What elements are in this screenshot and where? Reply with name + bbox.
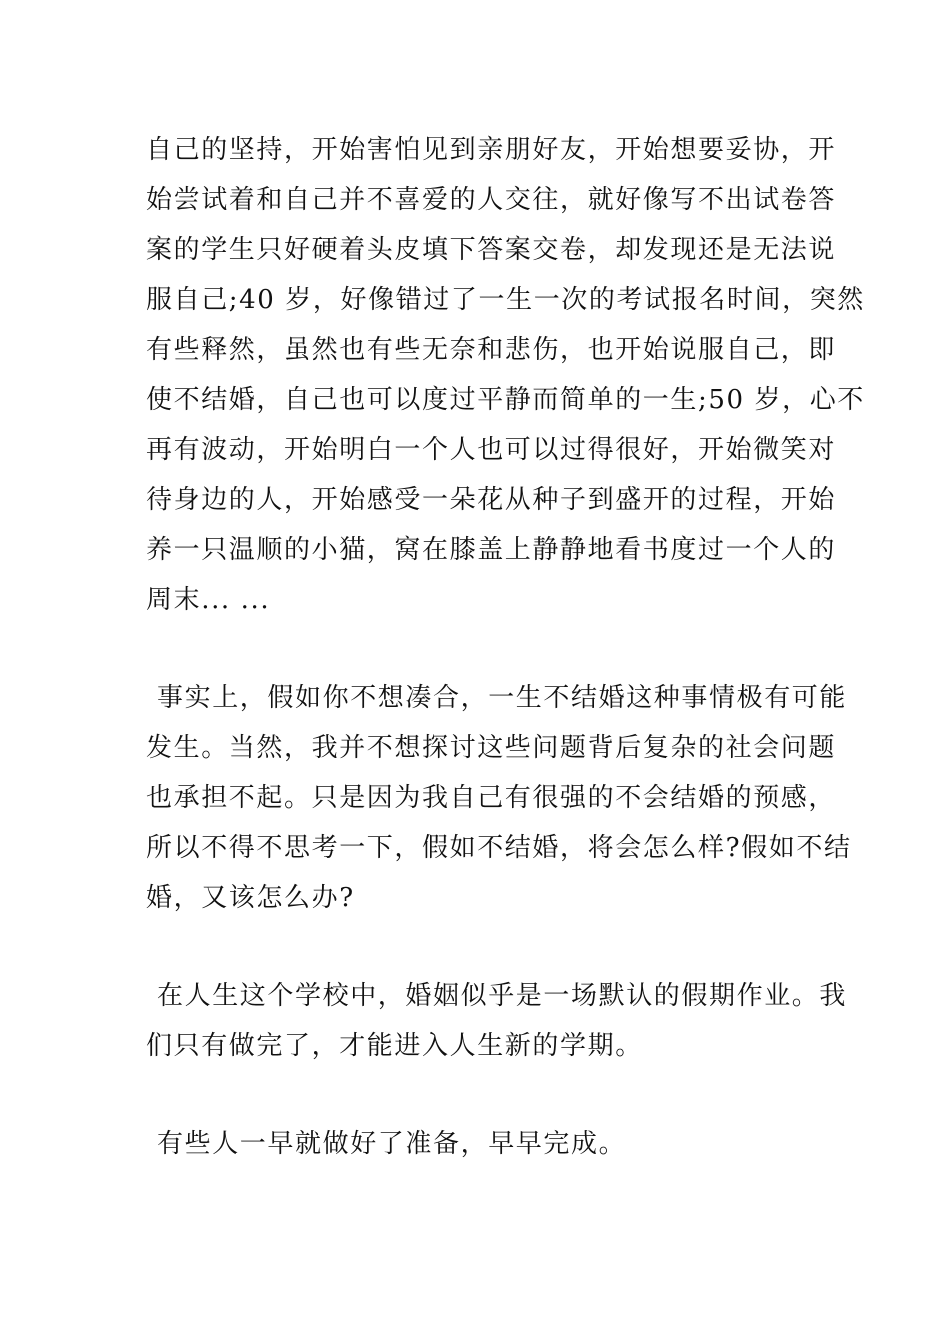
text-line: 再有波动，开始明白一个人也可以过得很好，开始微笑对 (146, 435, 837, 465)
text-line: 有些释然，虽然也有些无奈和悲伤，也开始说服自己，即 (146, 335, 837, 365)
text-line: 案的学生只好硬着头皮填下答案交卷，却发现还是无法说 (146, 235, 837, 265)
text-line: 事实上，假如你不想凑合，一生不结婚这种事情极有可能 (157, 683, 848, 713)
text-line: 发生。当然，我并不想探讨这些问题背后复杂的社会问题 (146, 733, 837, 763)
text-line: 们只有做完了，才能进入人生新的学期。 (146, 1031, 643, 1061)
text-line: 周末... ... (146, 585, 271, 615)
text-line: 在人生这个学校中，婚姻似乎是一场默认的假期作业。我 (157, 981, 848, 1011)
text-line: 所以不得不思考一下，假如不结婚，将会怎么样?假如不结 (146, 833, 852, 863)
text-line: 自己的坚持，开始害怕见到亲朋好友，开始想要妥协，开 (146, 135, 837, 165)
text-line: 服自己;40 岁，好像错过了一生一次的考试报名时间，突然 (146, 285, 865, 315)
text-line: 始尝试着和自己并不喜爱的人交往，就好像写不出试卷答 (146, 185, 837, 215)
text-line: 使不结婚，自己也可以度过平静而简单的一生;50 岁，心不 (146, 385, 865, 415)
text-line: 婚，又该怎么办? (146, 883, 355, 913)
text-line: 有些人一早就做好了准备，早早完成。 (157, 1129, 627, 1159)
text-line: 也承担不起。只是因为我自己有很强的不会结婚的预感， (146, 783, 837, 813)
text-line: 待身边的人，开始感受一朵花从种子到盛开的过程，开始 (146, 485, 837, 515)
text-line: 养一只温顺的小猫，窝在膝盖上静静地看书度过一个人的 (146, 535, 837, 565)
